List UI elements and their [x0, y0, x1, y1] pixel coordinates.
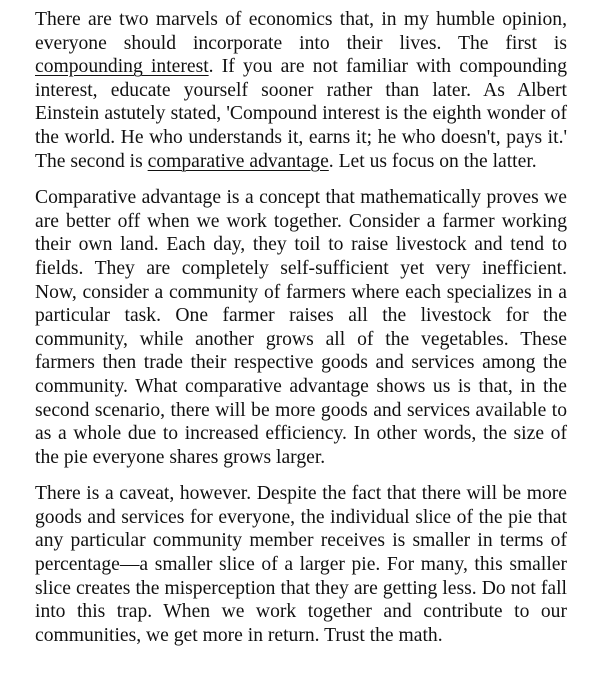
underlined-term-comparative-advantage: comparative advantage	[147, 150, 329, 172]
text-run: There is a caveat, however. Despite the fact that there will be more goods and services for everyone, the individual slice of the pie that any particular community member receives is smaller in terms of percentage—a smaller slice of a larger pie. For many, this smaller slice creates the misperception that they are getting less. Do not fall into this trap. When we work together and contribute to our communities, we get more in return. Trust the math.	[35, 483, 567, 646]
paragraph-caveat	[35, 482, 567, 647]
text-run: . Let us focus on the latter.	[328, 150, 537, 172]
text-run: There are two marvels of economics that, in my humble opinion, everyone should incorporate into their lives. The first is	[35, 9, 567, 54]
paragraph-intro	[35, 8, 567, 173]
underlined-term-compounding-interest: compounding interest	[35, 56, 209, 78]
paragraph-comparative-advantage	[35, 186, 567, 469]
text-run: Comparative advantage is a concept that mathematically proves we are better off when we work together. Consider a farmer working their own land. Each day, they toil to raise livestock and tend to fields. They are completely self-sufficient yet very inefficient. Now, consider a community of farmers where each specializes in a particular task. One farmer raises all the livestock for the community, while another grows all of the vegetables. These farmers then trade their respective goods and services among the community. What comparative advantage shows us is that, in the second scenario, there will be more goods and services available to as a whole due to increased efficiency. In other words, the size of the pie everyone shares grows larger.	[35, 187, 567, 468]
text-run: . If you are not familiar with compounding interest, educate yourself sooner rather than later. As Albert Einstein astutely stated, 'Compound interest is the eighth wonder of the world. He who understands it, earns it; he who doesn't, pays it.' The second is	[35, 56, 567, 172]
